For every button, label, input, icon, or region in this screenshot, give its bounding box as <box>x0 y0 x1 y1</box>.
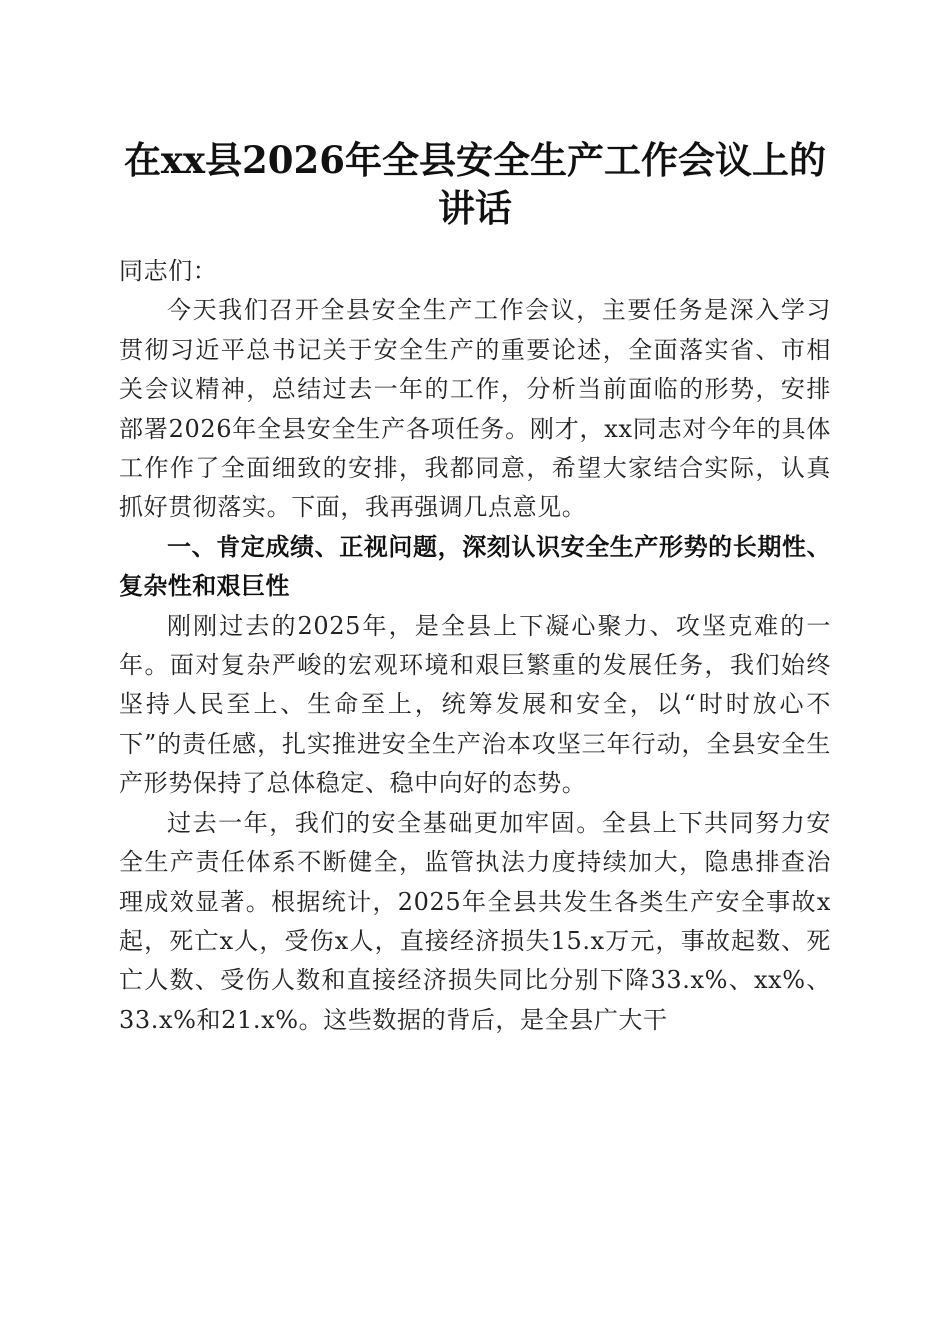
salutation: 同志们： <box>119 257 218 285</box>
document-title: 在xx县2026年全县安全生产工作会议上的讲话 <box>123 138 827 230</box>
intro-paragraph: 今天我们召开全县安全生产工作会议，主要任务是深入学习贯彻习近平总书记关于安全生产的重要论述，全面落实省、市相关会议精神，总结过去一年的工作，分析当前面临的形势，安排部署2026年全县安全生产各项任务。刚才，xx同志对今年的具体工作作了全面细致的安排，我都同意，希望大家结合实际，认真抓好贯彻落实。下面，我再强调几点意见。 <box>119 296 831 522</box>
body-paragraph-statistics: 过去一年，我们的安全基础更加牢固。全县上下共同努力安全生产责任体系不断健全，监管执法力度持续加大，隐患排查治理成效显著。根据统计，2025年全县共发生各类生产安全事故x起，死亡x人，受伤x人，直接经济损失15.x万元，事故起数、死亡人数、受伤人数和直接经济损失同比分别下降33.x%、xx%、33.x%和21.x%。这些数据的背后，是全县广大干 <box>119 808 831 1034</box>
body-paragraph-2025-review: 刚刚过去的2025年，是全县上下凝心聚力、攻坚克难的一年。面对复杂严峻的宏观环境和艰巨繁重的发展任务，我们始终坚持人民至上、生命至上，统筹发展和安全，以“时时放心不下”的责任感，扎实推进安全生产治本攻坚三年行动，全县安全生产形势保持了总体稳定、稳中向好的态势。 <box>119 611 831 798</box>
section-heading-1: 一、肯定成绩、正视问题，深刻认识安全生产形势的长期性、复杂性和艰巨性 <box>119 532 831 601</box>
document-body <box>119 252 831 1040</box>
